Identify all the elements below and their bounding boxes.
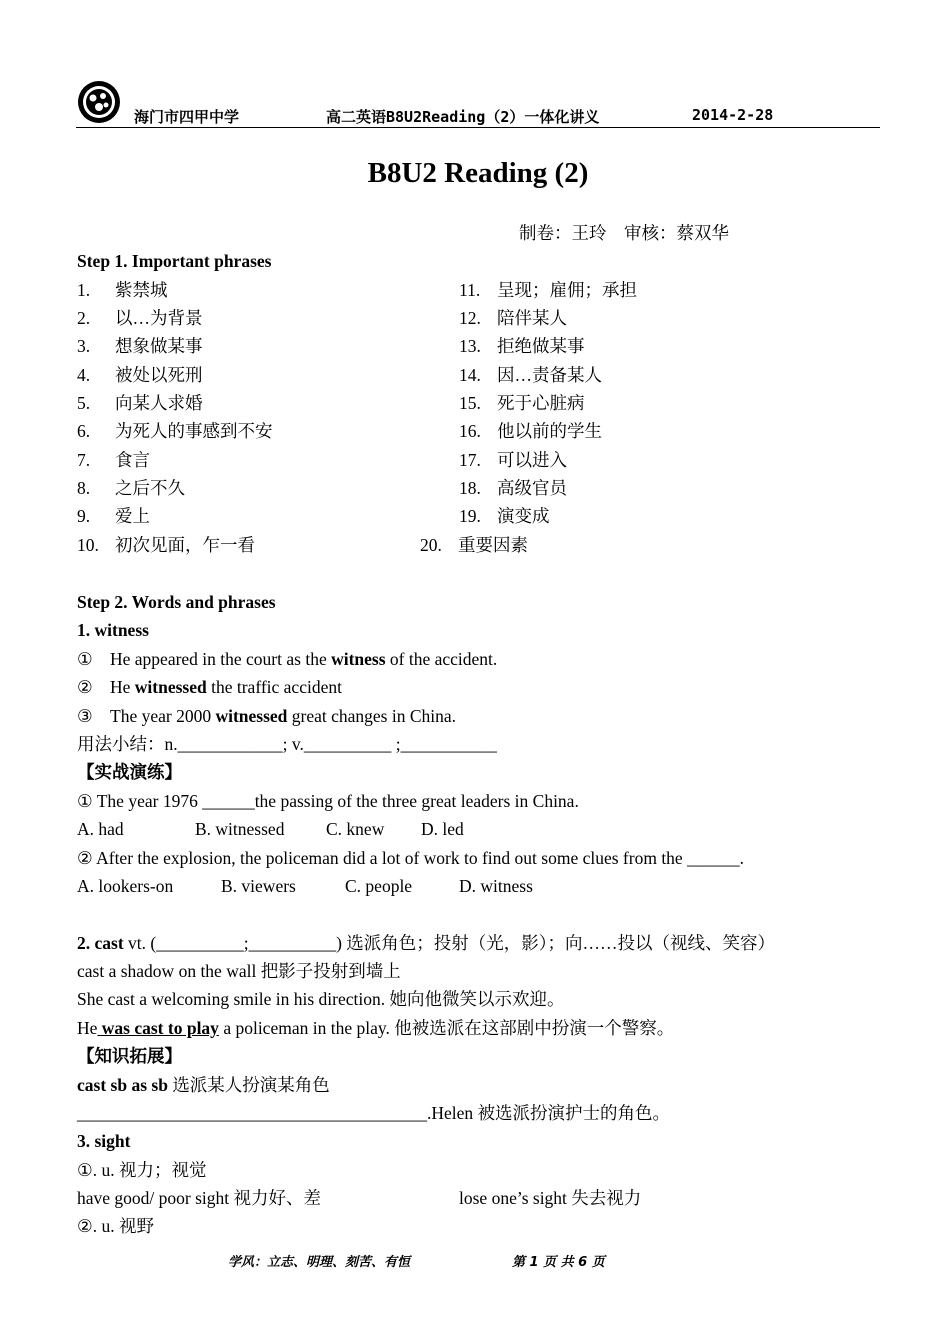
cast-definition: 2. cast vt. (__________;__________) 选派角色；投射（光，影）；向……投以（视线、笑容）: [77, 933, 776, 953]
extension-blank: ________________________________________.Helen 被选派扮演护士的角色。: [77, 1103, 671, 1123]
q1-option-a: A. had: [77, 819, 124, 839]
extension-heading: 【知识拓展】: [77, 1046, 182, 1066]
q2-option-c: C. people: [345, 876, 413, 896]
list-item: 13. 拒绝做某事: [459, 336, 585, 356]
list-item: 18. 高级官员: [459, 478, 567, 498]
usage-summary: 用法小结：n.____________; v.__________ ;___________: [77, 734, 497, 754]
extension-phrase: cast sb as sb 选派某人扮演某角色: [77, 1075, 330, 1095]
cast-example-2: She cast a welcoming smile in his direction. 她向他微笑以示欢迎。: [77, 989, 565, 1009]
footer-motto: 学风：立志、明理、刻苦、有恒: [228, 1255, 411, 1270]
witness-heading: 1. witness: [77, 620, 149, 640]
list-item: 6. 为死人的事感到不安: [77, 421, 273, 441]
practice-heading: 【实战演练】: [77, 762, 182, 782]
list-item: 7. 食言: [77, 450, 150, 470]
list-item: 8. 之后不久: [77, 478, 185, 498]
witness-example-2: ② He witnessed the traffic accident: [77, 677, 342, 697]
list-item: 14. 因…责备某人: [459, 365, 602, 385]
list-item: 19. 演变成: [459, 506, 550, 526]
step1-heading: Step 1. Important phrases: [77, 251, 272, 271]
q1-option-c: C. knew: [326, 819, 385, 839]
list-item: 17. 可以进入: [459, 450, 567, 470]
cast-example-3: He was cast to play a policeman in the play. 他被选派在这部剧中扮演一个警察。: [77, 1018, 675, 1038]
sight-example-left: have good/ poor sight 视力好、差: [77, 1188, 322, 1208]
practice-question-1: ① The year 1976 ______the passing of the three great leaders in China.: [77, 791, 579, 811]
q1-option-b: B. witnessed: [195, 819, 285, 839]
authors: 制卷：王玲 审核：蔡双华: [519, 223, 729, 243]
cast-example-1: cast a shadow on the wall 把影子投射到墙上: [77, 961, 401, 981]
list-item: 10. 初次见面，乍一看: [77, 535, 255, 555]
header-date: 2014-2-28: [692, 106, 774, 124]
list-item: 9. 爱上: [77, 506, 150, 526]
header-school: 海门市四甲中学: [134, 108, 240, 126]
list-item: 4. 被处以死刑: [77, 365, 203, 385]
list-item: 11. 呈现；雇佣；承担: [459, 280, 637, 300]
q2-option-d: D. witness: [459, 876, 533, 896]
list-item: 2. 以…为背景: [77, 308, 203, 328]
sight-heading: 3. sight: [77, 1131, 131, 1151]
header-divider: [76, 127, 880, 128]
practice-question-2: ② After the explosion, the policeman did a lot of work to find out some clues from the ______.: [77, 848, 744, 868]
list-item: 5. 向某人求婚: [77, 393, 203, 413]
list-item: 16. 他以前的学生: [459, 421, 602, 441]
list-item: 3. 想象做某事: [77, 336, 203, 356]
school-logo-icon: [77, 80, 121, 124]
q2-option-a: A. lookers-on: [77, 876, 174, 896]
sight-sense-1: ①. u. 视力；视觉: [77, 1160, 207, 1180]
footer-page-number: 第 1 页 共 6 页: [512, 1255, 605, 1270]
list-item: 15. 死于心脏病: [459, 393, 585, 413]
page-title: B8U2 Reading (2): [367, 157, 589, 189]
q2-option-b: B. viewers: [221, 876, 296, 896]
step2-heading: Step 2. Words and phrases: [77, 592, 276, 612]
q1-option-d: D. led: [421, 819, 464, 839]
witness-example-1: ① He appeared in the court as the witness of the accident.: [77, 649, 498, 669]
sight-sense-2: ②. u. 视野: [77, 1216, 154, 1236]
list-item: 1. 紫禁城: [77, 280, 168, 300]
header-course: 高二英语B8U2Reading（2）一体化讲义: [326, 108, 600, 126]
list-item: 20. 重要因素: [420, 535, 528, 555]
list-item: 12. 陪伴某人: [459, 308, 567, 328]
sight-example-right: lose one’s sight 失去视力: [459, 1188, 642, 1208]
witness-example-3: ③ The year 2000 witnessed great changes in China.: [77, 706, 457, 726]
